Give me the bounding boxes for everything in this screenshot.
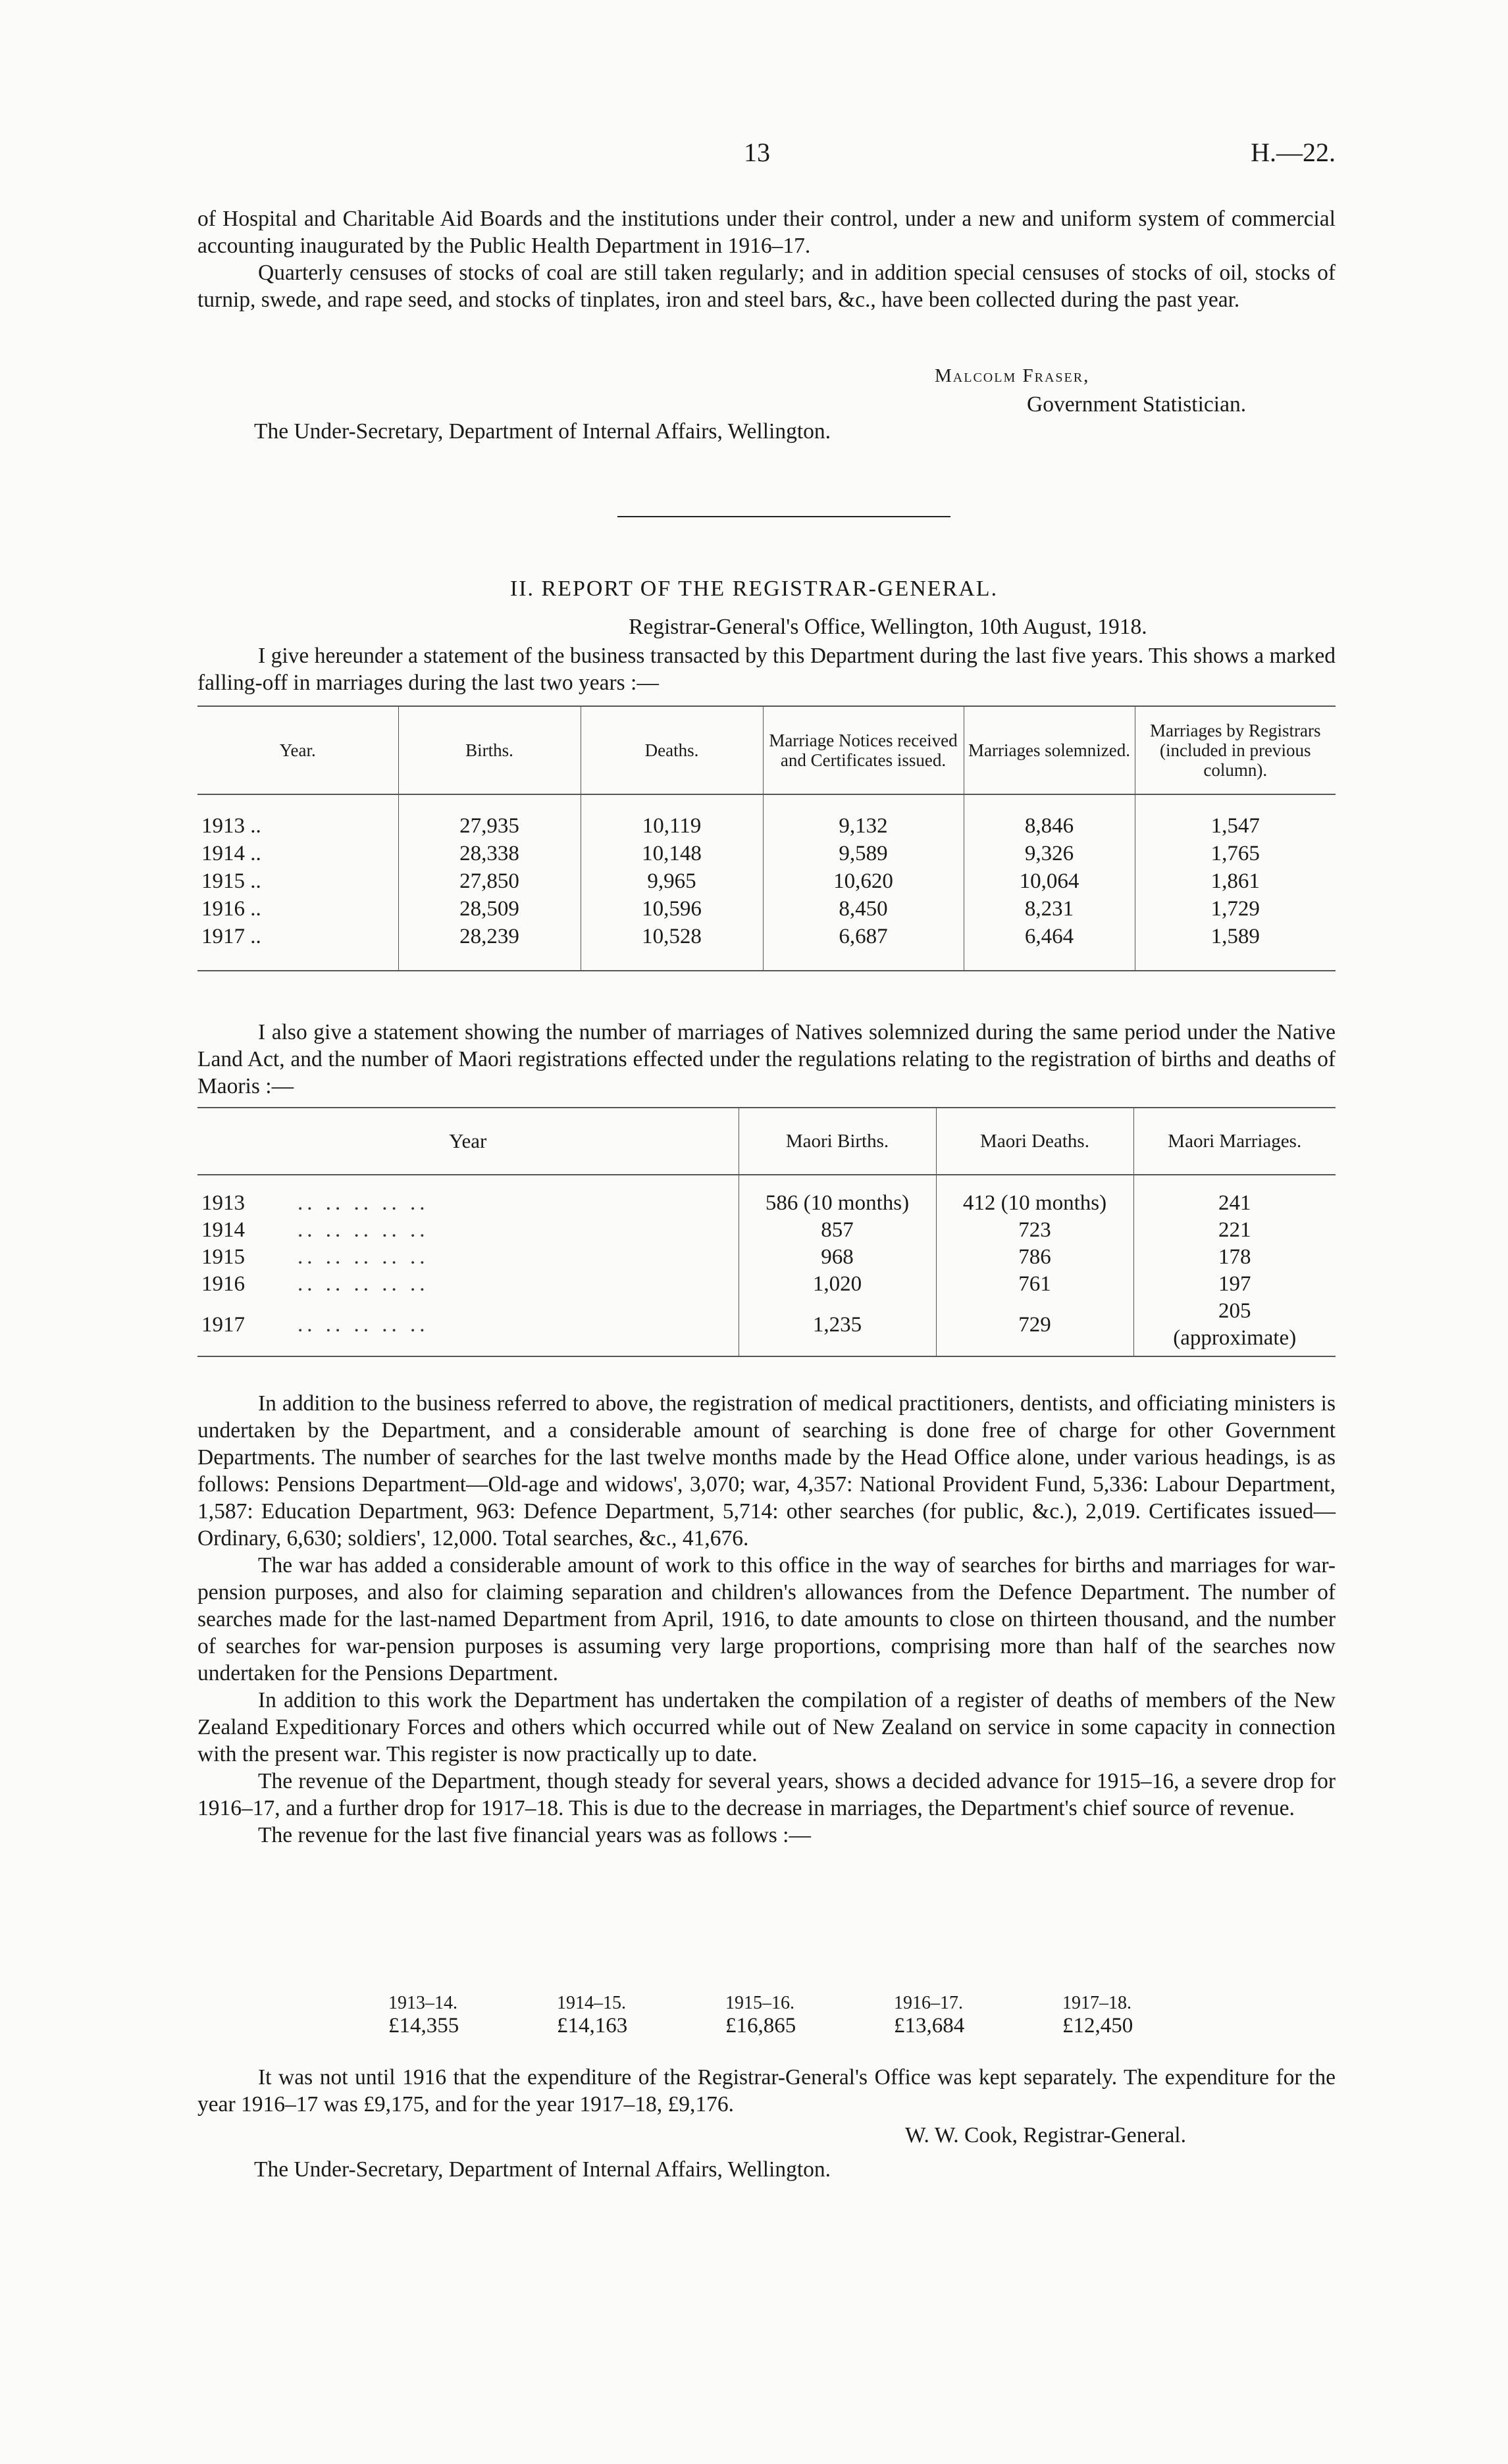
table-cell: 6,687: [763, 923, 964, 971]
table-cell: 9,326: [964, 840, 1135, 867]
table-row: [197, 1217, 1336, 1244]
col-deaths: Deaths.: [581, 706, 763, 794]
revenue-amounts: [388, 2014, 1231, 2038]
revenue-amount: £16,865: [725, 2014, 796, 2038]
table-cell: 10,596: [581, 895, 763, 923]
table-cell: 786: [936, 1244, 1133, 1271]
body-paragraph-5: It was not until 1916 that the expenditure of the Registrar-General's Office was kept separately. The expenditure for the year 1916–17 was £9,175, and for the year 1917–18, £9,176.: [197, 2065, 1336, 2117]
year-label: 1914: [201, 1218, 245, 1242]
table-cell: 1915 ..: [201, 869, 261, 893]
marriages-1917: 205: [1218, 1299, 1251, 1323]
table-cell: 1913 .. .. .. .. ..: [201, 1191, 429, 1215]
table-cell: 27,935: [398, 794, 581, 840]
col-year: Year: [449, 1129, 487, 1152]
table-cell: 10,119: [581, 794, 763, 840]
intro-paragraph-1: of Hospital and Charitable Aid Boards and the institutions under their control, under a new and uniform system of commercial accounting inaugurated by the Public Health Department in 1916–17.: [197, 207, 1336, 258]
table-row: [197, 1175, 1336, 1217]
col-marriages-solemnized: Marriages solemnized.: [964, 706, 1135, 794]
body-section: [197, 1390, 1336, 1849]
table-cell: 1913 ..: [201, 814, 261, 838]
table-cell: 1914 .. .. .. .. ..: [201, 1218, 429, 1242]
section-divider: [617, 516, 950, 517]
revenue-year: 1915–16.: [725, 1993, 794, 2013]
table-row: [197, 867, 1336, 895]
natives-paragraph: I also give a statement showing the number of marriages of Natives solemnized during the same period under the Native Land Act, and the number of Maori registrations effected under the regulations relating to the registration of births and deaths of Maoris :—: [197, 1020, 1336, 1098]
intro-section: [197, 205, 1336, 313]
col-births: Births.: [398, 706, 581, 794]
table-row: [197, 840, 1336, 867]
body-paragraph-3: In addition to this work the Department has undertaken the compilation of a register of deaths of members of the New Zealand Expeditionary Forces and others which occurred while out of New Zealand on service in some capacity in connection with the present war. This register is now practically up to date.: [197, 1688, 1336, 1766]
natives-section: [197, 1019, 1336, 1100]
revenue-year: 1913–14.: [388, 1993, 457, 2013]
table-row: [197, 1298, 1336, 1356]
col-maori-marriages: Maori Marriages.: [1133, 1108, 1336, 1175]
year-label: 1913: [201, 1191, 245, 1215]
revenue-year: 1914–15.: [557, 1993, 626, 2013]
table-cell: 1917 ..: [201, 925, 261, 948]
body-paragraph-4: The revenue of the Department, though steady for several years, shows a decided advance for 1915–16, a severe drop for 1916–17, and a further drop for 1917–18. This is due to the decrease in marriages, the Department's chief source of revenue.: [197, 1769, 1336, 1820]
body-paragraph-2: The war has added a considerable amount of work to this office in the way of searches for births and marriages for war-pension purposes, and also for claiming separation and children's allowances from the Defence Department. The number of searches made for the last-named Department from April, 1916, to date amounts to close on thirteen thousand, and the number of searches for war-pension purposes is assuming very large proportions, comprising more than half of the searches now undertaken for the Pensions Department.: [197, 1553, 1336, 1685]
table-row: [197, 1271, 1336, 1298]
revenue-intro: The revenue for the last five financial years was as follows :—: [258, 1823, 811, 1847]
expenditure-section: [197, 2064, 1336, 2118]
intro-paragraph-2: Quarterly censuses of stocks of coal are still taken regularly; and in addition special censuses of stocks of oil, stocks of turnip, swede, and rape seed, and stocks of tinplates, iron and steel bars, &c., have been collected during the past year.: [197, 261, 1336, 312]
intro-addressee: The Under-Secretary, Department of Internal Affairs, Wellington.: [254, 419, 831, 444]
table-cell: 1,861: [1135, 867, 1336, 895]
report-intro: [197, 642, 1336, 696]
report-intro-text: I give hereunder a statement of the business transacted by this Department during the last five years. This shows a marked falling-off in marriages during the last two years :—: [197, 644, 1336, 695]
table-cell: [1133, 1298, 1336, 1356]
table-cell: 241: [1133, 1175, 1336, 1217]
table-cell: 28,239: [398, 923, 581, 971]
table-cell: 968: [739, 1244, 936, 1271]
statistician-title: Government Statistician.: [1027, 392, 1247, 417]
col-maori-births: Maori Births.: [739, 1108, 936, 1175]
col-marriage-notices: Marriage Notices received and Certificates issued.: [763, 706, 964, 794]
table-cell: 729: [936, 1298, 1133, 1356]
table-cell: 10,064: [964, 867, 1135, 895]
revenue-amount: £14,355: [388, 2014, 459, 2038]
table-cell: 1,589: [1135, 923, 1336, 971]
table-cell: 1,547: [1135, 794, 1336, 840]
table-cell: 28,338: [398, 840, 581, 867]
table-cell: 761: [936, 1271, 1133, 1298]
table-cell: 8,231: [964, 895, 1135, 923]
report-dateline: Registrar-General's Office, Wellington, 10th August, 1918.: [629, 615, 1147, 639]
year-label: 1916: [201, 1272, 245, 1296]
business-table: [197, 706, 1336, 971]
revenue-years: [388, 1993, 1231, 2014]
table-row: [197, 923, 1336, 971]
table-row: [197, 895, 1336, 923]
table-cell: 1916 ..: [201, 897, 261, 921]
table-cell: 6,464: [964, 923, 1135, 971]
report-heading: II. REPORT OF THE REGISTRAR-GENERAL.: [509, 577, 999, 601]
table-cell: 1,020: [739, 1271, 936, 1298]
body-paragraph-1: In addition to the business referred to above, the registration of medical practitioners, dentists, and officiating ministers is undertaken by the Department, and a considerable amount of searching is done free of charge for other Government Departments. The number of searches for the last twelve months made by the Head Office alone, under various headings, is as follows: Pensions Department—Old-age and widows', 3,070; war, 4,357: National Provident Fund, 5,336: Labour Department, 1,587: Education Department, 963: Defence Department, 5,714: other searches (for public, &c.), 2,019. Certificates issued—Ordinary, 6,630; soldiers', 12,000. Total searches, &c., 41,676.: [197, 1391, 1336, 1551]
table-cell: 723: [936, 1217, 1133, 1244]
revenue-table: [388, 1993, 1231, 2038]
table-cell: 221: [1133, 1217, 1336, 1244]
table-cell: 178: [1133, 1244, 1336, 1271]
registrar-signature: W. W. Cook, Registrar-General.: [905, 2123, 1186, 2147]
table-cell: 1,235: [739, 1298, 936, 1356]
table-cell: 1917 .. .. .. .. ..: [201, 1312, 429, 1337]
table-cell: 586 (10 months): [739, 1175, 936, 1217]
year-label: 1915: [201, 1245, 245, 1269]
table-cell: 28,509: [398, 895, 581, 923]
report-addressee: The Under-Secretary, Department of Internal Affairs, Wellington.: [254, 2157, 831, 2182]
business-table-header: [197, 706, 1336, 794]
table-cell: 10,528: [581, 923, 763, 971]
revenue-year: 1916–17.: [894, 1993, 963, 2013]
approximate-note: (approximate): [1173, 1326, 1297, 1350]
table-cell: 10,620: [763, 867, 964, 895]
revenue-year: 1917–18.: [1062, 1993, 1131, 2013]
table-cell: 9,132: [763, 794, 964, 840]
page-header: [197, 137, 1336, 176]
revenue-amount: £14,163: [557, 2014, 628, 2038]
year-label: 1917: [201, 1312, 245, 1337]
table-cell: 1,765: [1135, 840, 1336, 867]
table-row: [197, 794, 1336, 840]
table-cell: 27,850: [398, 867, 581, 895]
revenue-amount: £12,450: [1062, 2014, 1133, 2038]
table-cell: 1915 .. .. .. .. ..: [201, 1245, 429, 1269]
table-cell: 197: [1133, 1271, 1336, 1298]
table-row: [197, 1244, 1336, 1271]
page-number: 13: [744, 138, 770, 167]
table-cell: 412 (10 months): [936, 1175, 1133, 1217]
revenue-amount: £13,684: [894, 2014, 965, 2038]
col-marriages-by-registrars: Marriages by Registrars (included in previous column).: [1135, 706, 1336, 794]
col-maori-deaths: Maori Deaths.: [936, 1108, 1133, 1175]
maori-table-header: [197, 1108, 1336, 1175]
table-cell: 8,450: [763, 895, 964, 923]
table-cell: 857: [739, 1217, 936, 1244]
table-cell: 8,846: [964, 794, 1135, 840]
table-cell: 9,589: [763, 840, 964, 867]
table-cell: 9,965: [581, 867, 763, 895]
col-year: Year.: [279, 740, 316, 760]
table-cell: 10,148: [581, 840, 763, 867]
maori-table: [197, 1107, 1336, 1357]
table-cell: 1914 ..: [201, 842, 261, 865]
table-cell: 1,729: [1135, 895, 1336, 923]
statistician-name: Malcolm Fraser,: [935, 365, 1090, 386]
document-reference: H.—22.: [1251, 138, 1336, 167]
table-cell: 1916 .. .. .. .. ..: [201, 1272, 429, 1296]
